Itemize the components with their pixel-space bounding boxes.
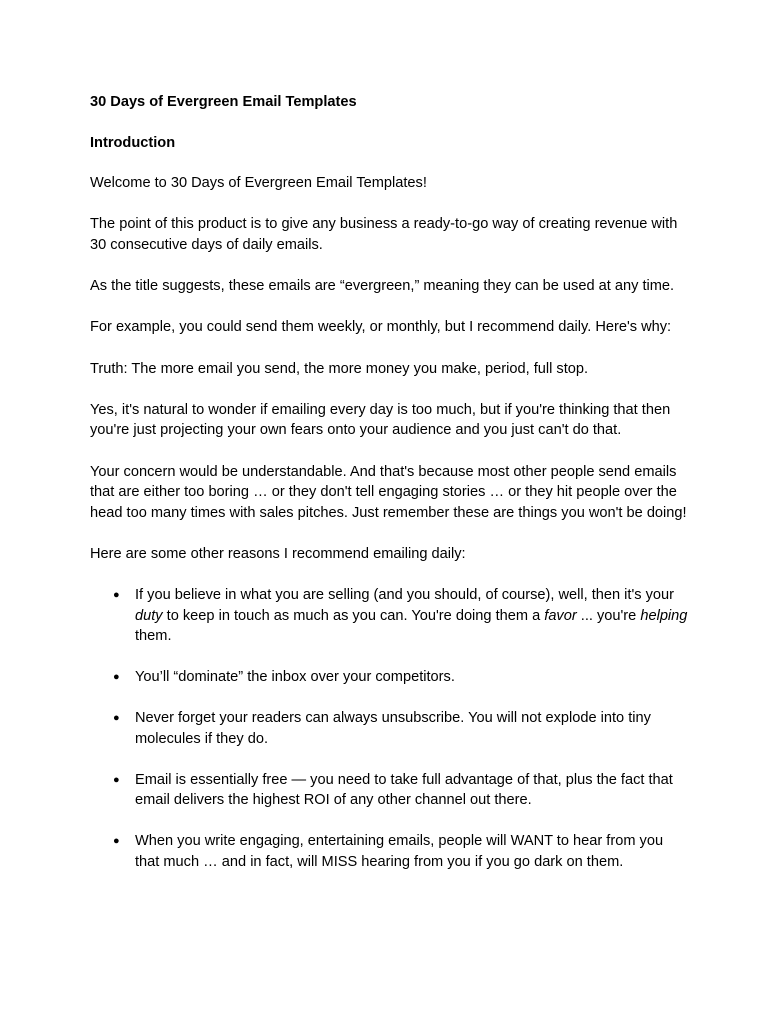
reasons-list (90, 585, 690, 873)
bullet-text: Never forget your readers can always unsubscribe. You will not explode into tiny molecules if they do. (135, 710, 651, 747)
bullet-text: You’ll “dominate” the inbox over your competitors. (135, 669, 455, 686)
bullet-icon: ● (113, 712, 120, 725)
bullet-text-part: If you believe in what you are selling (and you should, of course), well, then it's your (135, 587, 674, 604)
bullet-icon: ● (113, 589, 120, 602)
emphasis-duty: duty (135, 607, 163, 624)
paragraph-truth: Truth: The more email you send, the more money you make, period, full stop. (90, 360, 589, 377)
paragraph-reasons-intro: Here are some other reasons I recommend emailing daily: (90, 545, 466, 562)
bullet-text: Email is essentially free — you need to take full advantage of that, plus the fact that email delivers the highest ROI of any other channel out there. (135, 771, 673, 809)
bullet-text-part: to keep in touch as much as you can. You're doing them a (162, 607, 545, 624)
paragraph-concern: Your concern would be understandable. And that's because most other people send emails that are either too boring … or they don't tell engaging stories … or they hit people over the head too many times with sales pitches. Just remember these are things you won't be doing! (90, 463, 687, 521)
emphasis-helping: helping (640, 607, 688, 624)
paragraph-example: For example, you could send them weekly, or monthly, but I recommend daily. Here's why: (90, 319, 672, 336)
list-item (90, 770, 690, 811)
bullet-icon: ● (113, 671, 120, 684)
list-item (90, 831, 690, 872)
paragraph-product-point: The point of this product is to give any business a ready-to-go way of creating revenue with 30 consecutive days of daily emails. (90, 216, 678, 253)
list-item (90, 585, 690, 647)
paragraph-welcome: Welcome to 30 Days of Evergreen Email Templates! (90, 175, 427, 192)
bullet-text: When you write engaging, entertaining emails, people will WANT to hear from you that much … and in fact, will MISS hearing from you if you go dark on them. (135, 833, 664, 870)
bullet-icon: ● (113, 773, 120, 786)
bullet-icon: ● (113, 835, 120, 848)
paragraph-natural-wonder: Yes, it's natural to wonder if emailing every day is too much, but if you're thinking that then you're just projecting your own fears onto your audience and you just can't do that. (90, 401, 671, 439)
bullet-text-part: ... you're (576, 607, 641, 624)
list-item (90, 667, 690, 688)
document-body (90, 92, 690, 893)
emphasis-favor: favor (544, 607, 577, 624)
bullet-text-part: them. (135, 628, 172, 645)
paragraph-evergreen: As the title suggests, these emails are “evergreen,” meaning they can be used at any time. (90, 278, 675, 295)
section-heading-introduction: Introduction (90, 134, 176, 151)
list-item (90, 708, 690, 749)
document-title: 30 Days of Evergreen Email Templates (90, 94, 357, 110)
